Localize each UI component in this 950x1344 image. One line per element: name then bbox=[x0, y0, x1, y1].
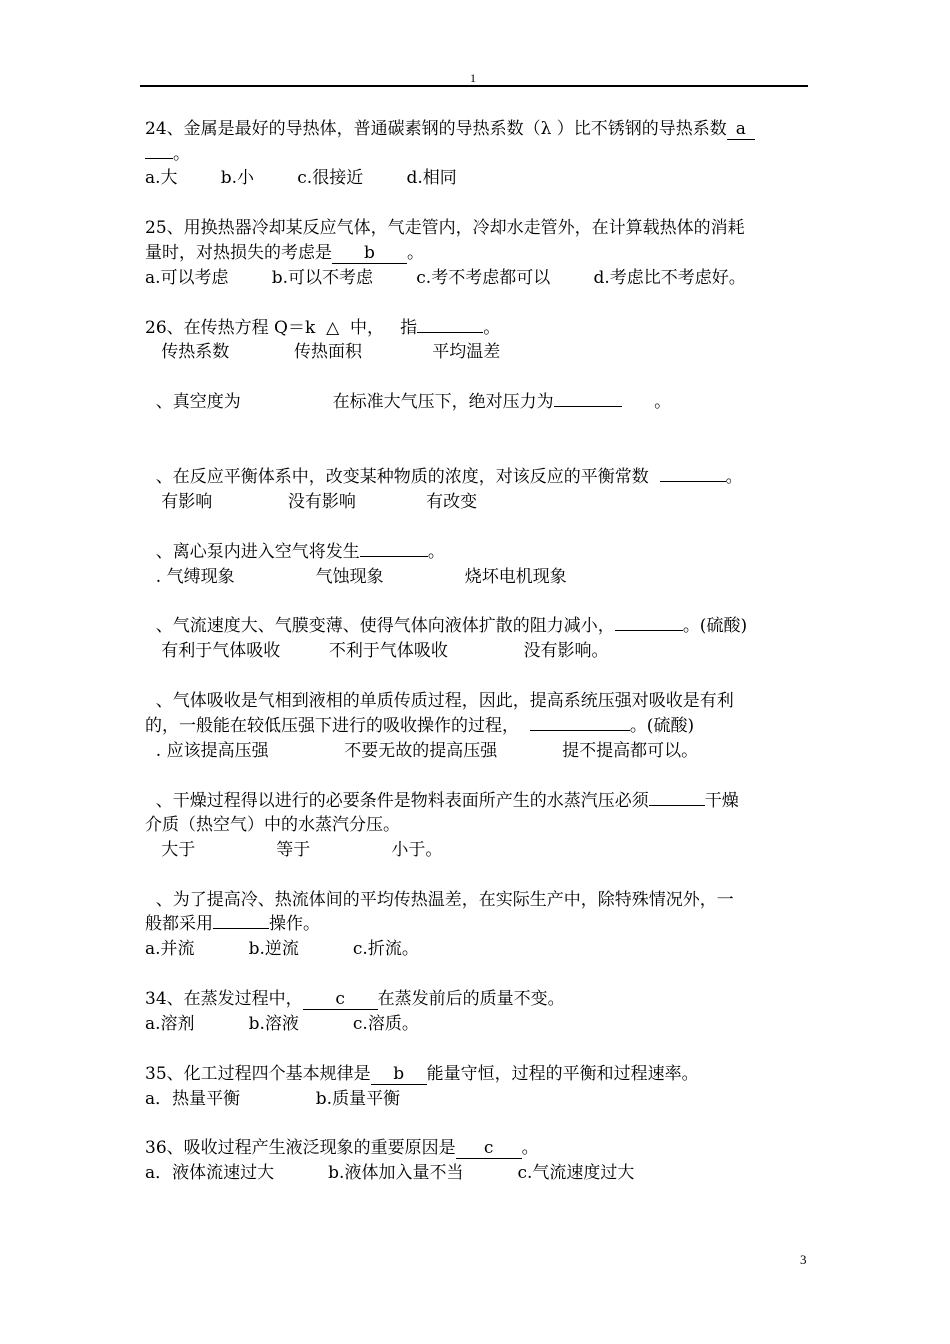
q31-options: . 应该提高压强 不要无故的提高压强 提不提高都可以。 bbox=[145, 741, 699, 761]
q25-line1: 25、用换热器冷却某反应气体，气走管内，冷却水走管外，在计算载热体的消耗 bbox=[145, 218, 745, 238]
q31-blank bbox=[530, 730, 630, 731]
q29-line1: 、离心泵内进入空气将发生 。 bbox=[145, 542, 445, 562]
q24-blank-cont bbox=[145, 158, 173, 159]
q24-line1: 24、金属是最好的导热体，普通碳素钢的导热系数（λ ）比不锈钢的导热系数 a bbox=[145, 117, 755, 141]
q35-options: a．热量平衡 b.质量平衡 bbox=[145, 1089, 401, 1109]
q28-options: 有影响 没有影响 有改变 bbox=[145, 492, 478, 512]
q27-blank bbox=[554, 406, 622, 407]
q36-options: a．液体流速过大 b.液体加入量不当 c.气流速度过大 bbox=[145, 1163, 635, 1183]
q29-options: . 气缚现象 气蚀现象 烧坏电机现象 bbox=[145, 567, 567, 587]
q25-answer: b bbox=[332, 243, 407, 264]
q24-line2: 。 bbox=[145, 142, 190, 166]
q26-options: 传热系数 传热面积 平均温差 bbox=[145, 342, 501, 362]
q32-line1: 、干燥过程得以进行的必要条件是物料表面所产生的水蒸汽压必须 干燥 bbox=[145, 791, 739, 811]
q30-options: 有利于气体吸收 不利于气体吸收 没有影响。 bbox=[145, 641, 609, 661]
header-page-mark: 1 bbox=[470, 71, 476, 85]
q26-blank bbox=[417, 332, 483, 333]
q34-line1: 34、在蒸发过程中， c 在蒸发前后的质量不变。 bbox=[145, 989, 565, 1009]
q32-line2: 介质（热空气）中的水蒸汽分压。 bbox=[145, 815, 400, 835]
q34-options: a.溶剂 b.溶液 c.溶质。 bbox=[145, 1014, 419, 1034]
q30-line1: 、气流速度大、气膜变薄、使得气体向液体扩散的阻力减小， 。(硫酸) bbox=[145, 616, 748, 636]
q28-line1: 、在反应平衡体系中，改变某种物质的浓度，对该反应的平衡常数 。 bbox=[145, 467, 743, 487]
q33-options: a.并流 b.逆流 c.折流。 bbox=[145, 939, 419, 959]
q35-answer: b bbox=[371, 1064, 427, 1085]
q25-line2: 量时，对热损失的考虑是 b 。 bbox=[145, 243, 424, 263]
q30-blank bbox=[615, 630, 683, 631]
q27-line1: 、真空度为 在标准大气压下，绝对压力为 。 bbox=[145, 392, 672, 412]
q32-options: 大于 等于 小于。 bbox=[145, 840, 443, 860]
q31-line1: 、气体吸收是气相到液相的单质传质过程，因此，提高系统压强对吸收是有利 bbox=[145, 691, 734, 711]
q24-blank: a bbox=[727, 119, 755, 140]
q29-blank bbox=[360, 556, 428, 557]
footer-page-number: 3 bbox=[800, 1252, 807, 1267]
q36-line1: 36、吸收过程产生液泛现象的重要原因是 c 。 bbox=[145, 1138, 539, 1158]
q33-line2: 般都采用 操作。 bbox=[145, 914, 320, 934]
q25-options: a.可以考虑 b.可以不考虑 c.考不考虑都可以 d.考虑比不考虑好。 bbox=[145, 268, 746, 288]
q36-answer: c bbox=[456, 1138, 522, 1159]
q26-line1: 26、在传热方程 Q＝k △ 中， 指 。 bbox=[145, 318, 501, 338]
q34-answer: c bbox=[303, 989, 378, 1010]
q24-options: a.大 b.小 c.很接近 d.相同 bbox=[145, 168, 457, 188]
q35-line1: 35、化工过程四个基本规律是 b 能量守恒，过程的平衡和过程速率。 bbox=[145, 1064, 699, 1084]
q33-blank bbox=[213, 928, 269, 929]
q32-blank bbox=[649, 805, 705, 806]
q28-blank bbox=[660, 481, 726, 482]
q33-line1: 、为了提高冷、热流体间的平均传热温差，在实际生产中，除特殊情况外，一 bbox=[145, 890, 734, 910]
q31-line2: 的，一般能在较低压强下进行的吸收操作的过程， 。(硫酸) bbox=[145, 716, 695, 736]
